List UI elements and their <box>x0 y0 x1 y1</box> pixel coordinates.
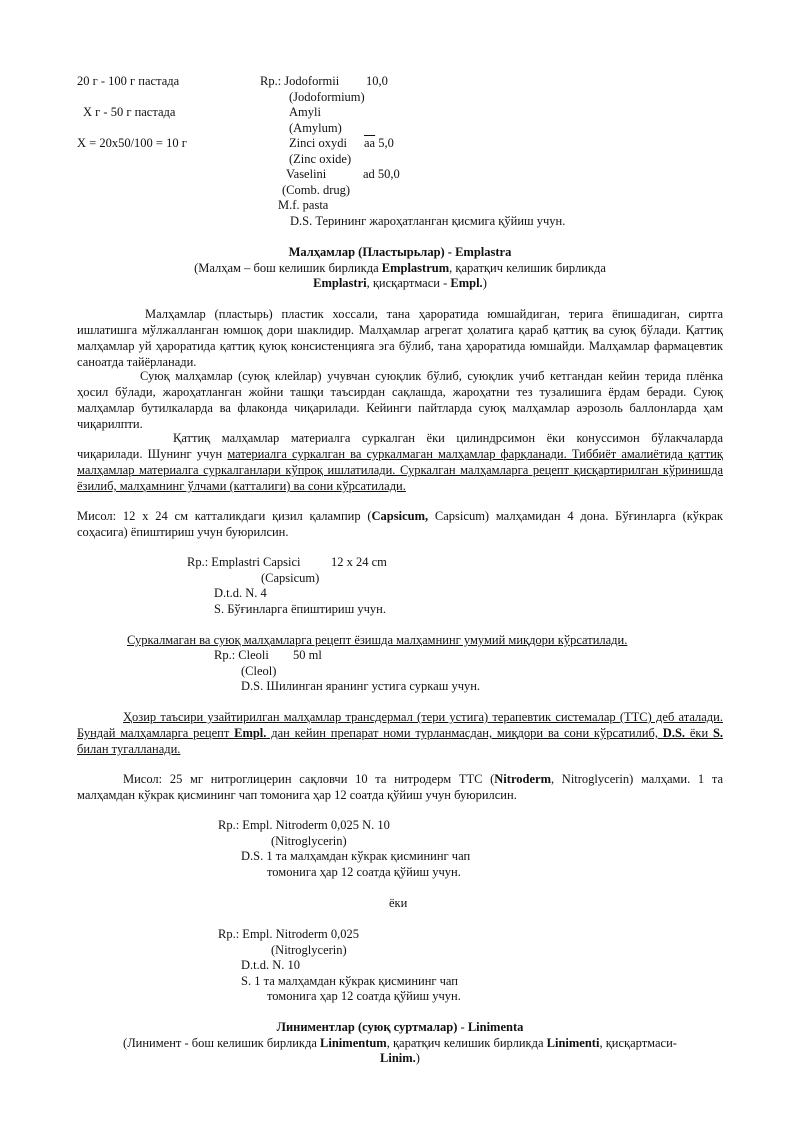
sub-bold: Linim. <box>380 1051 416 1065</box>
rx1-amylum: (Amylum) <box>289 121 342 135</box>
or-word: ёки <box>389 896 408 910</box>
sub-part: (Линимент - бош келишик бирликда <box>123 1036 321 1050</box>
rx2-size: 12 x 24 cm <box>331 555 387 569</box>
p4-bold: D.S. <box>662 726 686 740</box>
ex2-text: , Nitroglycerin) малҳами. 1 та малҳамдан кўкрак қисмининг чап томонига ҳар 12 соатда қўйиш учун буюрилсин. <box>77 772 723 802</box>
rx5-s-2: томонига ҳар 12 соатда қўйиш учун. <box>267 989 461 1003</box>
sub-part: , қисқартмаси- <box>599 1036 677 1050</box>
sub-part: ) <box>415 1051 420 1065</box>
rx3-amount: 50 ml <box>293 648 322 662</box>
note-uncoated: Суркалмаган ва суюқ малҳамларга рецепт ёзишда малҳамнинг умумий миқдори кўрсатилади. <box>127 633 628 647</box>
section-subtitle-2 <box>77 275 723 291</box>
example-1 <box>77 508 723 540</box>
title-bold: Линиментлар (суюқ суртмалар) <box>276 1020 458 1034</box>
sub-bold: Linimenti <box>546 1036 600 1050</box>
section-title-emplastra <box>77 244 723 260</box>
rx1-rp: Rp.: Jodoformii <box>260 74 340 88</box>
paragraph-2: Суюқ малҳамлар (суюқ клейлар) учувчан суюқлик бўлиб, суюқлик учиб кетгандан кейин терида плёнка ҳосил бўлади, жароҳатланган жойни ташқи таъсирдан сақлашда, жароҳатни тез тузалишига ёрдам беради. Суюқ малҳамлар бутилкаларда ва флаконда чиқарилади. Кейинги пайтларда суюқ малҳамлар аэрозоль баллонларда ҳам чиқарилпти. <box>77 369 723 431</box>
rx1-amyli: Amyli <box>289 105 321 119</box>
rx2-rp: Rp.: Emplastri Capsici <box>187 555 301 569</box>
calc-line-3: X = 20x50/100 = 10 г <box>77 136 187 150</box>
sub-part: , қаратқич келишик бирликда <box>449 261 606 275</box>
rx5-dtd: D.t.d. N. 10 <box>241 958 301 972</box>
rx4-ds-1: D.S. 1 та малҳамдан кўкрак қисмининг чап <box>241 849 471 863</box>
rx4-nitro: (Nitroglycerin) <box>271 834 347 848</box>
sub-part: , қаратқич келишик бирликда <box>386 1036 547 1050</box>
calc-line-1: 20 г - 100 г пастада <box>77 74 180 88</box>
p4-text: Ҳозир таъсири узайтирилган малҳамлар трансдермал (тери устига) терапевтик системалар (ТТС) деб аталади. Бундай малҳамларга рецепт <box>77 710 723 740</box>
rx1-zinci-amount <box>364 135 394 151</box>
rx1-amount: 10,0 <box>366 74 388 88</box>
sub-part: , қисқартмаси - <box>366 276 451 290</box>
ex1-text: Мисол: 12 x 24 см катталикдаги қизил қалампир ( <box>77 509 372 523</box>
paragraph-3 <box>77 430 723 494</box>
rx1-jodoformium: (Jodoformium) <box>289 90 365 104</box>
rx3-rp: Rp.: Cleoli <box>214 648 269 662</box>
rx1-mf: M.f. pasta <box>278 198 329 212</box>
sub-bold: Emplastri <box>313 276 367 290</box>
rx1-zinc-oxide: (Zinc oxide) <box>289 152 352 166</box>
sub-bold: Linimentum <box>320 1036 387 1050</box>
rx1-zinci-value: 5,0 <box>378 136 394 150</box>
section2-subtitle-1 <box>77 1035 723 1051</box>
p4-text: билан тугалланади. <box>77 742 181 756</box>
sub-bold: Empl. <box>450 276 483 290</box>
sub-part: (Малҳам – бош келишик бирликда <box>194 261 382 275</box>
rx1-ds: D.S. Терининг жароҳатланган қисмига қўйиш учун. <box>290 214 566 228</box>
section-title-linimenta <box>77 1019 723 1035</box>
rx5-s-1: S. 1 та малҳамдан кўкрак қисмининг чап <box>241 974 458 988</box>
section-subtitle-1 <box>77 260 723 276</box>
sub-part: ) <box>482 276 487 290</box>
rx5-nitro: (Nitroglycerin) <box>271 943 347 957</box>
rx1-aa: $\overline{aa}$ <box>364 136 376 150</box>
ex2-bold: Nitroderm <box>494 772 551 786</box>
p4-text: дан кейин препарат номи турланмасдан, миқдори ва сони кўрсатилиб, <box>266 726 663 740</box>
ex1-bold: Capsicum, <box>371 509 429 523</box>
rx2-dtd: D.t.d. N. 4 <box>214 586 267 600</box>
section-title-text: Малҳамлар (Пластырьлар) - Emplastra <box>288 245 512 259</box>
p4-bold: Empl. <box>234 726 267 740</box>
rx4-ds-2: томонига ҳар 12 соатда қўйиш учун. <box>267 865 461 879</box>
rx1-zinci: Zinci oxydi <box>289 136 347 150</box>
title-sep: - <box>457 1020 468 1034</box>
example-2 <box>77 771 723 803</box>
ex2-text: Мисол: 25 мг нитроглицерин сақловчи 10 та нитродерм ТТС ( <box>123 772 495 786</box>
rx1-vaselini-amount: ad 50,0 <box>363 167 400 181</box>
p3-text: Қаттиқ малҳамлар материалга суркалган ёки цилиндрсимон ёки конуссимон бўлакчаларда чиқарилади. Шунинг учун <box>77 431 723 461</box>
rx5-rp: Rp.: Empl. Nitroderm 0,025 <box>218 927 359 941</box>
paragraph-1: Малҳамлар (пластырь) пластик хоссали, тана ҳароратида юмшайдиган, терига ёпишадиган, сиртга ишлатишга мўлжалланган юмшоқ дори шаклидир. Малҳамлар агрегат ҳолатига қараб қаттиқ ва суюқ бўлади. Қаттиқ малҳамлар уй ҳароратида қаттиқ қуюқ консистенцияга эга бўлиб, тана ҳароратида юмшайди. Малҳамлар фармацевтик саноатда тайёрланади. <box>77 307 723 369</box>
rx2-capsicum: (Capsicum) <box>261 571 320 585</box>
rx4-rp: Rp.: Empl. Nitroderm 0,025 N. 10 <box>218 818 390 832</box>
p4-bold: S. <box>712 726 724 740</box>
title-bold: Linimenta <box>467 1020 524 1034</box>
rx3-cleol: (Cleol) <box>241 664 277 678</box>
rx1-vaselini: Vaselini <box>286 167 327 181</box>
rx2-s: S. Бўғинларга ёпиштириш учун. <box>214 602 386 616</box>
ex1-text: Capsicum) малҳамидан 4 дона. Бўғинларга (кўкрак соҳасига) ёпиштириш учун буюрилсин. <box>77 509 723 539</box>
p3-underlined: материалга суркалган ва суркалмаган малҳамлар фарқланади. Тиббиёт амалиётида қаттиқ малҳамлар материалга суркалганлари кўпроқ ишлатилади. Суркалган малҳамларга рецепт қисқартирилган кўринишда ёзилиб, малҳамнинг ўлчами (катталиги) ва сони кўрсатилади. <box>77 447 724 493</box>
paragraph-tts <box>77 709 723 757</box>
rx3-ds: D.S. Шилинган яранинг устига суркаш учун. <box>241 679 481 693</box>
p4-text: ёки <box>685 726 713 740</box>
sub-bold: Emplastrum <box>381 261 450 275</box>
calc-line-2: X г - 50 г пастада <box>83 105 176 119</box>
rx1-comb: (Comb. drug) <box>282 183 351 197</box>
section2-subtitle-2 <box>77 1050 723 1066</box>
